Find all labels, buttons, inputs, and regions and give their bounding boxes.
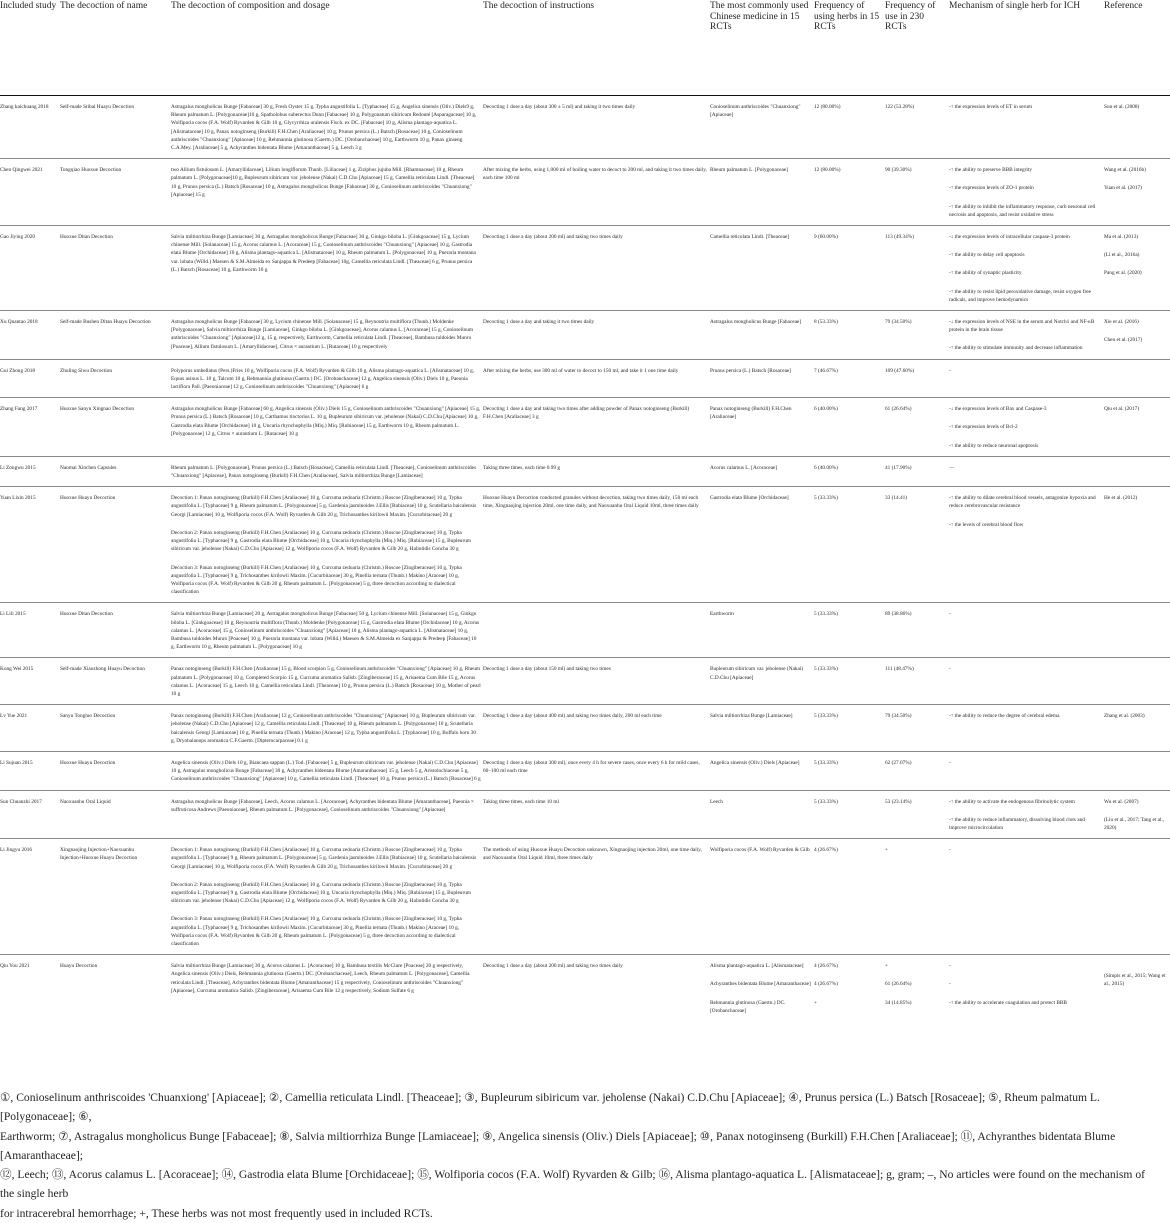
cell-entry: + [814, 999, 817, 1006]
cell-entry: Zhang et al. (2003) [1104, 713, 1145, 720]
reference-cell [1104, 96, 1170, 159]
frequency-230-cell: 79 (34.50%) [885, 311, 949, 360]
table-row [0, 705, 1170, 752]
cell-entry: -↑ the ability to reduce the degree of cerebral edema [949, 713, 1060, 720]
frequency-230-cell: 33 (14.41) [885, 487, 949, 603]
table-row [0, 751, 1170, 790]
instructions-cell: Decocting 1 dose a day (about 400 ml) and taking two times daily, 200 ml each time [483, 705, 710, 752]
cell-entry: Decoction 2: Panax notoginseng (Burkill) F.H.Chen [Araliaceae] 10 g, Curcuma zedoaria (Christm.) Roscoe [Zingiberaceae] 10 g, Typha angustifolia L. [Typhaceae] 9 g, Gastrodia elata Blume [Orchidaceae] 10 g, Uncaria rhynchophylla (Miq.) Miq. [Rubiaceae] 15 g, Bupleurum sibiricum var. jeholense (Nakai) C.D.Chu [Apiaceae] 12 g, Wolfiporia cocos (F.A. Wolf) Ryvarden & Gilb 20 g, Haliotidis Concha 30 g [171, 881, 471, 905]
mechanism-cell [949, 658, 1104, 705]
instructions-cell: After mixing the herbs, using 1,000 ml of boiling water to decoct to 200 ml, and taking it two times daily, each time 100 ml [483, 159, 710, 226]
composition-cell [171, 359, 483, 398]
instructions-cell: The methods of using Huoxue Huayu Decoction unknown, Xingnaojing injection 20ml, one time daily, and Naoxuanhu Oral Liquid 10ml, three times daily [483, 839, 710, 955]
reference-cell [1104, 705, 1170, 752]
frequency-15-cell: 5 (33.33%) [814, 790, 885, 839]
cell-entry: Chen et al. (2017) [1104, 337, 1143, 344]
study-cell: Kong Wei 2015 [0, 658, 60, 705]
cell-entry: Salvia miltiorrhiza Bunge [Lamiaceae] 30 g, Astragalus mongholicus Bunge [Fabaceae] 30 g, Ginkgo biloba L. [Ginkgoaceae] 15 g, Lycium chinense Mill. [Solanaceae] 15 g, Acorus calamus L. [Acoraceae] 15 g, Conioselinum anthriscoides "Chuanxiong" [Apiaceae] 10 g, Gastrodia elata Blume [Orchidaceae] 10 g, Alisma plantago-aquatica L. [Alismataceae] 10 g, Rheum palmatum L. [Polygonaceae] 10 g, Pueraria montana var. lobata (Willd.) Maesen & S.M.Almeida ex Sanjappa & Predeep [Fabaceae] 10g, Camellia reticulata Lindl. [Theaceae] 6 g, Prunus persica (L.) Batsch [Rosaceae] 10 g, Earthworm 10 g [171, 234, 476, 273]
cell-entry: Wu et al. (2007) [1104, 798, 1139, 805]
header-cell: Frequency of use in 230 RCTs [885, 0, 949, 96]
mechanism-cell [949, 96, 1104, 159]
herb-cell: Gastrodia elata Blume [Orchidaceae] [710, 487, 814, 603]
cell-entry: - [949, 666, 951, 673]
header-cell: Mechanism of single herb for ICH [949, 0, 1104, 96]
cell-entry: -↑ the ability to inhibit the inflammatory response, curb neuronal cell necrosis and apoptosis, and resist oxidative stress [949, 203, 1096, 218]
decoction-name-cell: Huoxue Huayu Decoction [60, 487, 171, 603]
cell-entry: -↑ the ability to resist lipid peroxidative damage, resist oxygen free radicals, and improve hemodynamics [949, 288, 1091, 303]
study-cell: Xu Quantao 2018 [0, 311, 60, 360]
cell-entry: -↑ the ability to stimulate immunity and decrease inflammation [949, 345, 1083, 352]
reference-cell [1104, 398, 1170, 457]
mechanism-cell [949, 159, 1104, 226]
cell-entry: Panax notoginseng (Burkill) F.H.Chen [Araliaceae] 15 g, Blood scorpion 5 g, Conioselinum anthriscoides "Chuanxiong" [Apiaceae] 10 g, Rheum palmatum L. [Polygonaceae] 10 g, Completed Scorpio 15 g, Curcuma aromatica Salisb. [Zingiberaceae] 15 g, Arisaema Cum Bile 15 g, Acorus calamus L. [Acoraceae] 15 g, Leech 10 g, Camellia reticulata Lindl. [Theaceae] 10 g, Prunus persica (L.) Batsch [Rosaceae] 10 g, Mother of pearl 10 g [171, 666, 481, 697]
frequency-230-cell: 90 (39.30%) [885, 159, 949, 226]
composition-cell [171, 487, 483, 603]
table-row [0, 603, 1170, 658]
decoction-name-cell: Huoxue Ditan Decoction [60, 603, 171, 658]
decoction-name-cell: Xingnaojing Injection+Naoxuanhu Injection+Huoxue Huayu Decoction [60, 839, 171, 955]
frequency-15-cell: 5 (33.33%) [814, 487, 885, 603]
composition-cell [171, 790, 483, 839]
header-cell: The decoction of name [60, 0, 171, 96]
cell-entry: - [949, 367, 951, 374]
cell-entry: Decoction 1: Panax notoginseng (Burkill) F.H.Chen [Araliaceae] 10 g, Curcuma zedoaria (Christm.) Roscoe [Zingiberaceae] 10 g, Typha angustifolia L. [Typhaceae] 9 g, Rheum palmatum L. [Polygonaceae] 5 g, Gardenia jasminoides J.Ellis [Rubiaceae] 10 g, Scutellaria baicalensis Georgi [Lamiaceae] 10 g, Wolfiporia cocos (F.A. Wolf) Ryvarden & Gilb 20 g, Trichosanthes kirilowii Maxim. [Cucurbitaceae] 20 g [171, 847, 477, 870]
mechanism-cell [949, 359, 1104, 398]
study-cell: Li Sujuan 2015 [0, 751, 60, 790]
frequency-15-cell: 5 (33.33%) [814, 603, 885, 658]
frequency-230-cell: 111 (48.47%) [885, 658, 949, 705]
frequency-15-cell: 6 (40.00%) [814, 398, 885, 457]
reference-cell [1104, 159, 1170, 226]
reference-cell [1104, 311, 1170, 360]
cell-entry: Decoction 3: Panax notoginseng (Burkill) F.H.Chen [Araliaceae] 10 g, Curcuma zedoaria (Christm.) Roscoe [Zingiberaceae] 10 g, Typha angustifolia L. [Typhaceae] 9 g, Trichosanthes kirilowii Maxim. [Cucurbitaceae] 30 g, Pinellia ternata (Thunb.) Makino [Araceae] 10 g, Wolfiporia cocos (F.A. Wolf) Ryvarden & Gilb 20 g, Rheum palmatum L. [Polygonaceae] 5 g, three decoction according to dialectical classification [171, 916, 462, 947]
cell-entry: -↑ the ability to reduce neuronal apoptosis [949, 442, 1039, 449]
instructions-cell: Decocting 1 dose a day and taking it two times daily [483, 311, 710, 360]
cell-entry: Xie et al. (2016) [1104, 319, 1139, 326]
study-cell: Li Zongwu 2015 [0, 456, 60, 486]
study-cell: Chen Qingwei 2021 [0, 159, 60, 226]
header-cell: The most commonly used Chinese medicine in 15 RCTs [710, 0, 814, 96]
cell-entry: -↑ the ability to preserve BBB integrity [949, 167, 1032, 174]
footnote-line: Earthworm; ⑦, Astragalus mongholicus Bunge [Fabaceae]; ⑧, Salvia miltiorrhiza Bunge [Lamiaceae]; ⑨, Angelica sinensis (Oliv.) Diels [Apiaceae]; ⑩, Panax notoginseng (Burkill) F.H.Chen [Araliaceae]; ⑪, Achyranthes bidentata Blume [Amaranthaceae]; [0, 1129, 1116, 1162]
decoction-name-cell: Huoxue Ditan Decoction [60, 226, 171, 311]
study-cell: Zhang Fang 2017 [0, 398, 60, 457]
cell-entry: Rehmannia glutinosa (Gaertn.) DC. [Orobanchaceae] [710, 999, 786, 1014]
table-row [0, 487, 1170, 603]
cell-entry: -↑ the ability of synaptic plasticity [949, 270, 1022, 277]
study-cell: Li Lili 2015 [0, 603, 60, 658]
reference-cell [1104, 790, 1170, 839]
composition-cell [171, 159, 483, 226]
cell-entry: Salvia miltiorrhiza Bunge [Lamiaceae] 20 g, Astragalus mongholicus Bunge [Fabaceae] 50 g, Lycium chinense Mill. [Solanaceae] 15 g, Ginkgo biloba L. [Ginkgoaceae] 10 g, Reynoutria multiflora (Thunb.) Moldenke [Polygonaceae] 15 g, Gastrodia elata Blume [Orchidaceae] 10 g, Acorus calamus L. [Acoraceae] 15 g, Conioselinum anthriscoides "Chuanxiong" [Apiaceae] 10 g, Alisma plantago-aquatica L. [Alismataceae] 10 g, Bambusa tuldoides Munro [Poaceae] 10 g, Pueraria montana var. lobata (Willd.) Maesen & S.M.Almeida ex Sanjappa & Predeep [Fabaceae] 10 g, Earthworm 10 g, Rheum palmatum L. [Polygonaceae] 10 g [171, 611, 480, 651]
cell-entry: -↓ the expression levels of Bax and Caspase-3 [949, 406, 1047, 413]
composition-cell [171, 398, 483, 457]
frequency-230-cell: 109 (47.60%) [885, 359, 949, 398]
decoction-name-cell: Self-made Stibai Huayu Decoction [60, 104, 134, 110]
table-footnote [0, 1088, 1160, 1223]
footnote-line: ⑫, Leech; ⑬, Acorus calamus L. [Acoraceae]; ⑭, Gastrodia elata Blume [Orchidaceae]; ⑮, Wolfiporia cocos (F.A. Wolf) Ryvarden & Gilb; ⑯, Alisma plantago-aquatica L. [Alismataceae]; g, gram; –, No articles were found on the mechanism of the single herb [0, 1168, 1145, 1201]
composition-cell [171, 839, 483, 955]
frequency-15-cell: 12 (80.00%) [814, 159, 885, 226]
cell-entry: Alisma plantago-aquatica L. [Alismataceae] [710, 963, 804, 970]
cell-entry: - [949, 611, 951, 618]
header-cell: The decoction of composition and dosage [171, 0, 483, 96]
table-row [0, 658, 1170, 705]
decoction-name-cell: Huoxue Huayu Decoction [60, 751, 171, 790]
mechanism-cell [949, 398, 1104, 457]
table-header-row [0, 0, 1170, 96]
herb-cell: Leech [710, 790, 814, 839]
cell-entry: Sun et al. (2008) [1104, 104, 1140, 110]
cell-entry: -↑ the ability to dilate cerebral blood vessels, antagonize hypoxia and reduce cerebrovascular resistance [949, 495, 1096, 510]
frequency-230-cell: 61 (26.64%) [885, 398, 949, 457]
header-cell: Frequency of using herbs in 15 RCTs [814, 0, 885, 96]
composition-cell [171, 955, 483, 1021]
frequency-230-cell: 122 (53.28%) [885, 104, 915, 110]
table-row [0, 311, 1170, 360]
cell-entry: Decoction 1: Panax notoginseng (Burkill) F.H.Chen [Araliaceae] 10 g, Curcuma zedoaria (Christm.) Roscoe [Zingiberaceae] 10 g, Typha angustifolia L. [Typhaceae] 9 g, Rheum palmatum L. [Polygonaceae] 5 g, Gardenia jasminoides J.Ellis [Rubiaceae] 10 g, Scutellaria baicalensis Georgi [Lamiaceae] 10 g, Wolfiporia cocos (F.A. Wolf) Ryvarden & Gilb 20 g, Trichosanthes kirilowii Maxim. [Cucurbitaceae] 20 g [171, 495, 477, 518]
study-cell: Zhang kaichuang 2018 [0, 104, 49, 110]
cell-entry: 34 (14.85%) [885, 999, 912, 1006]
study-cell: Gui Zhong 2018 [0, 359, 60, 398]
cell-entry: -↑ the ability to accelerate coagulation and protect BBB [949, 999, 1067, 1006]
instructions-cell: Decocting 1 dose a day (about 200 ml) and taking two times daily [483, 226, 710, 311]
cell-entry: -↓ the expression levels of NSE in the serum and Notch1 and NF-κB protein in the brain tissue [949, 319, 1095, 334]
cell-entry: 61 (26.64%) [885, 981, 912, 988]
reference-cell [1104, 603, 1170, 658]
herb-cell: Wolfiporia cocos (F.A. Wolf) Ryvarden & Gilb [710, 839, 814, 955]
cell-entry: 4 (26.67%) [814, 981, 838, 988]
cell-entry: Rheum palmatum L. [Polygonaceae], Prunus persica (L.) Batsch [Rosaceae], Camellia reticulata Lindl. [Theaceae], Conioselinum anthriscoides "Chuanxiong" [Apiaceae], Panax notoginseng (Burkill) F.H.Chen [Araliaceae], Salvia miltiorrhiza Bunge [Lamiaceae] [171, 464, 477, 480]
cell-entry: Pang et al. (2020) [1104, 270, 1142, 277]
cell-entry: Ma et al. (2013) [1104, 234, 1139, 241]
frequency-230-cell: 41 (17.90%) [885, 456, 949, 486]
cell-entry: Achyranthes bidentata Blume [Amaranthaceae] [710, 981, 811, 988]
study-cell: Qiu You 2021 [0, 955, 60, 1021]
cell-entry: Decoction 3: Panax notoginseng (Burkill) F.H.Chen [Araliaceae] 10 g, Curcuma zedoaria (Christm.) Roscoe [Zingiberaceae] 10 g, Typha angustifolia L. [Typhaceae] 9 g, Trichosanthes kirilowii Maxim. [Cucurbitaceae] 30 g, Pinellia ternata (Thunb.) Makino [Araceae] 10 g, Wolfiporia cocos (F.A. Wolf) Ryvarden & Gilb 20 g, Rheum palmatum L. [Polygonaceae] 5 g, three decoction according to dialectical classification [171, 564, 462, 596]
cell-entry: Astragalus mongholicus Bunge [Fabaceae] 60 g, Angelica sinensis (Oliv.) Diels 15 g, Conioselinum anthriscoides "Chuanxiong" [Apiaceae] 15 g, Prunus persica (L.) Batsch [Rosaceae] 10 g, Carthamus tinctorius L. 10 g, Bupleurum sibiricum var. jeholense (Nakai) C.D.Chu [Apiaceae] 10 g, Gastrodia elata Blume [Orchidaceae] 10 g, Uncaria rhynchophylla (Miq.) Miq. [Rubiaceae] 15 g, Earthworm 10 g, Rheum palmatum L. [Polygonaceae] 12 g, Citrus × aurantium L. [Rutaceae] 10 g [171, 406, 481, 437]
study-cell: Sun Chuanzhi 2017 [0, 790, 60, 839]
instructions-cell: Decocting 1 dose a day (about 300 ml), once every 4 h for severe cases, once every 6 h for mild cases, 60–100 ml each time [483, 751, 710, 790]
mechanism-cell [949, 955, 1104, 1021]
instructions-cell: Decocting 1 dose a day (about 300 ± 5 ml) and taking it two times daily [483, 104, 636, 110]
study-cell: Gao Jiying 2020 [0, 226, 60, 311]
herb-cell [710, 955, 814, 1021]
instructions-cell: Huoxue Huayu Decoction conducted granules without decoction, taking two times daily, 150 ml each time, Xingnaojing injection 20ml, one time daily, and Naoxuanhu Oral Liquid 10ml, three times daily [483, 487, 710, 603]
herb-cell: Astragalus mongholicus Bunge [Fabaceae] [710, 311, 814, 360]
instructions-cell: Taking three times, each time 10 ml [483, 790, 710, 839]
table-row [0, 456, 1170, 486]
reference-cell [1104, 751, 1170, 790]
herb-cell: Conioselinum anthriscoides "Chuanxiong" [Apiaceae] [710, 104, 801, 119]
frequency-230-cell: + [885, 839, 949, 955]
frequency-15-cell: 7 (46.67%) [814, 359, 885, 398]
decoction-name-cell: Self-made Xiaozhong Huayu Decoction [60, 658, 171, 705]
herb-cell: Bupleurum sibiricum var. jeholense (Nakai) C.D.Chu [Apiaceae] [710, 658, 814, 705]
cell-entry: - [949, 963, 951, 970]
frequency-230-cell: 62 (27.07%) [885, 751, 949, 790]
table-row [0, 398, 1170, 457]
frequency-15-cell: 4 (26.67%) [814, 839, 885, 955]
composition-cell [171, 705, 483, 752]
reference-cell [1104, 839, 1170, 955]
mechanism-cell [949, 603, 1104, 658]
frequency-230-cell: 89 (38.86%) [885, 603, 949, 658]
table-row [0, 359, 1170, 398]
cell-entry: Yuan et al. (2017) [1104, 185, 1142, 192]
table-row [0, 955, 1170, 1021]
herb-cell: Angelica sinensis (Oliv.) Diels [Apiaceae] [710, 751, 814, 790]
table-row [0, 226, 1170, 311]
mechanism-cell [949, 839, 1104, 955]
table-row [0, 790, 1170, 839]
reference-cell [1104, 955, 1170, 1021]
cell-entry: Astragalus mongholicus Bunge [Fabaceae], Leech, Acorus calamus L. [Acoraceae], Achyranthes bidentata Blume [Amaranthaceae], Paeonia × suffruticosa Andrews [Paeoniaceae], Rheum palmatum L. [Polygonaceae], Conioselinum anthriscoides "Chuanxiong" [Apiaceae] [171, 798, 474, 813]
cell-entry: - [949, 981, 951, 988]
header-cell: Included study [0, 0, 60, 96]
decoction-name-cell: Naoxuanhu Oral Liquid [60, 790, 171, 839]
frequency-15-cell: 6 (40.00%) [814, 456, 885, 486]
decoction-name-cell: Naomai Xinchen Capsules [60, 456, 171, 486]
reference-cell [1104, 359, 1170, 398]
footnote-line: ①, Conioselinum anthriscoides 'Chuanxiong' [Apiaceae]; ②, Camellia reticulata Lindl. [Theaceae]; ③, Bupleurum sibiricum var. jeholense (Nakai) C.D.Chu [Apiaceae]; ④, Prunus persica (L.) Batsch [Rosaceae]; ⑤, Rheum palmatum L. [Polygonaceae]; ⑥, [0, 1091, 1100, 1124]
study-cell: Yuan Lixin 2015 [0, 487, 60, 603]
reference-cell [1104, 487, 1170, 603]
cell-entry: Decoction 2: Panax notoginseng (Burkill) F.H.Chen [Araliaceae] 10 g, Curcuma zedoaria (Christm.) Roscoe [Zingiberaceae] 10 g, Typha angustifolia L. [Typhaceae] 9 g, Gastrodia elata Blume [Orchidaceae] 10 g, Uncaria rhynchophylla (Miq.) Miq. [Rubiaceae] 15 g, Bupleurum sibiricum var. jeholense (Nakai) C.D.Chu [Apiaceae] 12 g, Wolfiporia cocos (F.A. Wolf) Ryvarden & Gilb 20 g, Haliotidis Concha 30 g [171, 529, 471, 553]
decoction-name-cell: Zhuling Siwu Decoction [60, 359, 171, 398]
cell-entry: Panax notoginseng (Burkill) F.H.Chen [Araliaceae] 12 g, Conioselinum anthriscoides "Chuanxiong" [Apiaceae] 10 g, Bupleurum sibiricum var. jeholense (Nakai) C.D.Chu [Apiaceae] 12 g, Camellia reticulata Lindl. [Theaceae] 10 g, Rheum palmatum L. [Polygonaceae] 10 g, Scutellaria baicalensis Georgi [Lamiaceae] 10 g, Pinellia ternata (Thunb.) Makino [Araceae] 12 g, Typha angustifolia L. [Typhaceae] 10 g, Buffalo horn 30 g, Dryobalanops aromatica C.F.Gaertn. [Dipterocarpaceae] 0.1 g [171, 713, 477, 744]
frequency-15-cell: 8 (53.33%) [814, 311, 885, 360]
cell-entry: Astragalus mongholicus Bunge [Fabaceae] 30 g, Lycium chinense Mill. [Solanaceae] 15 g, Reynoutria multiflora (Thunb.) Moldenke [Polygonaceae], Salvia miltiorrhiza Bunge [Lamiaceae], Ginkgo biloba L. [Ginkgoaceae], Acorus calamus L. [Acoraceae] 15 g, Conioselinum anthriscoides "Chuanxiong" [Apiaceae]12 g, 15 g, respectively, Earthworm, Camellia reticulata Lindl. [Theaceae], Bambusa tuldoides Munro [Poaceae], Allium fistulosum L. [Amaryllidaceae], Citrus × aurantium L. [Rutaceae] 10 g respectively [171, 319, 473, 350]
composition-cell [171, 311, 483, 360]
cell-entry: Angelica sinensis (Oliv.) Diels 10 g, Biancaea sappan (L.) Tod. [Fabaceae] 5 g, Bupleurum sibiricum var. jeholense (Nakai) C.D.Chu [Apiaceae] 10 g, Astragalus mongholicus Bunge [Fabaceae] 30 g, Achyranthes bidentata Blume [Amaranthaceae] 15 g, Leech 5 g, Aristolochiaceae 5 g, Conioselinum anthriscoides "Chuanxiong" [Apiaceae] 10 g, Camellia reticulata Lindl. [Theaceae] 10 g, Prunus persica (L.) Batsch [Rosaceae] 6 g [171, 759, 481, 783]
cell-entry: (Li et al., 2016a) [1104, 252, 1140, 259]
cell-entry: -↑ the ability to reduce inflammatory, dissolving blood clots and improve microcirculation [949, 816, 1085, 831]
cell-entry: -↑ the levels of cerebral blood flow [949, 521, 1024, 528]
mechanism-cell [949, 790, 1104, 839]
frequency-15-cell: 5 (33.33%) [814, 751, 885, 790]
frequency-15-cell [814, 955, 885, 1021]
herb-cell: Acorus calamus L. [Acoraceae] [710, 456, 814, 486]
study-cell: Lv Yue 2021 [0, 705, 60, 752]
reference-cell [1104, 456, 1170, 486]
cell-entry: Salvia miltiorrhiza Bunge [Lamiaceae] 30 g, Acorus calamus L. [Acoraceae] 10 g, Bambusa textilis McClure [Poaceae] 20 g respectively, Angelica sinensis (Oliv.) Diels, Rehmannia glutinosa (Gaertn.) DC. [Orobanchaceae], Leech, Rheum palmatum L. [Polygonaceae], Camellia reticulata Lindl. [Theaceae], Achyranthes bidentata Blume [Amaranthaceae] 15 g respectively, Conioselinum anthriscoides "Chuanxiong" [Apiaceae], Curcuma aromatica Salisb. [Zingiberaceae], Arisaema Cum Bile 12 g respectively, Sodium Sulfate 6 g [171, 963, 470, 994]
mechanism-cell [949, 705, 1104, 752]
cell-entry: -↑ the expression levels of ZO-1 protein [949, 185, 1034, 192]
cell-entry: 4 (26.67%) [814, 963, 838, 970]
frequency-230-cell: 113 (49.34%) [885, 226, 949, 311]
cell-entry: Wang et al. (2016b) [1104, 167, 1146, 174]
cell-entry: -↑ the ability to activate the endogenous fibrinolytic system [949, 798, 1075, 805]
instructions-cell: Decocting 1 dose a day (about 200 ml) and taking two times daily [483, 955, 710, 1021]
table-body [0, 96, 1170, 1022]
mechanism-cell [949, 311, 1104, 360]
cell-entry: (Simpis et al., 2015; Wang et al., 2015) [1104, 973, 1166, 988]
mechanism-cell [949, 487, 1104, 603]
composition-cell [171, 456, 483, 486]
mechanism-cell [949, 456, 1104, 486]
instructions-cell: After mixing the herbs, use 300 ml of water to decoct to 150 ml, and take it 1 one time daily [483, 359, 710, 398]
decoction-name-cell: Sanyu Tongluo Decoction [60, 705, 171, 752]
herb-cell: Earthworm [710, 603, 814, 658]
composition-cell [171, 226, 483, 311]
decoction-name-cell: Huoxue Sanyu Xingnao Decoction [60, 398, 171, 457]
mechanism-cell [949, 751, 1104, 790]
header-cell: The decoction of instructions [483, 0, 710, 96]
study-cell: Li Jingyu 2016 [0, 839, 60, 955]
composition-cell [171, 658, 483, 705]
cell-entry: (Liu et al., 2017; Tang et al., 2020) [1104, 816, 1165, 831]
cell-entry: -↑ the expression levels of Bcl-2 [949, 424, 1018, 431]
cell-entry: -↑ the ability to delay cell apoptosis [949, 252, 1025, 259]
table-row [0, 159, 1170, 226]
frequency-230-cell: 53 (23.14%) [885, 790, 949, 839]
cell-entry: -↓ the expression levels of intracellular caspase-3 protein [949, 234, 1070, 241]
cell-entry: + [885, 963, 888, 970]
cell-entry: two Allium fistulosum L. [Amaryllidaceae], Lilium longiflorum Thunb. [Liliaceae] 1 g, Ziziphus jujuba Mill. [Rhamnaceae] 10 g, Rheum palmatum L. [Polygonaceae]10 g, Bupleurum sibiricum var. jeholense (Nakai) C.D.Chu [Apiaceae] 15 g, Camellia reticulata Lindl. [Theaceae] 10 g, Prunus persica (L.) Batsch [Rosaceae] 10 g, Astragalus mongholicus Bunge [Fabaceae] 30 g, Conioselinum anthriscoides "Chuanxiong" [Apiaceae] 15 g [171, 167, 475, 198]
decoction-name-cell: Tongqiao Huoxue Decoction [60, 159, 171, 226]
cell-entry: Astragalus mongholicus Bunge [Fabaceae] 30 g, Fresh Oyster 15 g, Typha angustifolia L. [Typhaceae] 15 g, Angelica sinensis (Oliv.) Diels9 g, Rheum palmatum L. [Polygonaceae]10 g, Spatholobus suberectus Dunn [Fabaceae] 10 g, Polygonatum sibiricum Redouté [Asparagaceae] 10 g, Wolfiporia cocos (F.A. Wolf) Ryvarden & Gilb 10 g, Glycyrrhiza uralensis Fisch. ex DC. [Fabaceae] 10 g, Alisma plantago-aquatica L. [Alismataceae] 10 g, Panax notoginseng (Burkill) F.H.Chen [Araliaceae] 10 g, Prunus persica (L.) Batsch [Rosaceae] 10 g, Conioselinum anthriscoides "Chuanxiong" [Apiaceae] 10 g, Rehmannia glutinosa (Gaertn.) DC. [Orobanchaceae] 10 g, Earthworm 10 g, Panax ginseng C.A.Mey. [Araliaceae] 5 g, Achyranthes bidentata Blume [Amaranthaceae] 5 g, Leech 3 g [171, 104, 477, 152]
instructions-cell [483, 603, 710, 658]
decoction-name-cell: Self-made Bushen Ditan Huayu Decoction [60, 311, 171, 360]
footnote-line: for intracerebral hemorrhage; +, These herbs was not most frequently used in included RCTs. [0, 1206, 433, 1220]
frequency-15-cell: 12 (80.00%) [814, 104, 841, 110]
composition-cell [171, 96, 483, 159]
header-cell: Reference [1104, 0, 1170, 96]
cell-entry: — [949, 464, 955, 471]
frequency-15-cell: 9 (60.00%) [814, 226, 885, 311]
herb-cell: Prunus persica (L.) Batsch [Rosaceae] [710, 359, 814, 398]
instructions-cell: Decocting 1 dose a day and taking two times after adding powder of Panax notoginseng (Burkill) F.H.Chen [Araliaceae] 3 g [483, 398, 710, 457]
table-row [0, 839, 1170, 955]
cell-entry: - [949, 759, 951, 766]
frequency-15-cell: 5 (33.33%) [814, 658, 885, 705]
herb-cell: Panax notoginseng (Burkill) F.H.Chen [Araliaceae] [710, 398, 814, 457]
instructions-cell: Decocting 1 dose a day (about 150 ml) and taking two times [483, 658, 710, 705]
cell-entry: - [949, 847, 951, 854]
instructions-cell: Taking three times, each time 0.99 g [483, 456, 710, 486]
herb-cell: Salvia miltiorrhiza Bunge [Lamiaceae] [710, 705, 814, 752]
herb-cell: Camellia reticulata Lindl. [Theaceae] [710, 226, 814, 311]
cell-entry: Qiu et al. (2017) [1104, 406, 1140, 413]
frequency-230-cell [885, 955, 949, 1021]
frequency-230-cell: 79 (34.50%) [885, 705, 949, 752]
cell-entry: He et al. (2012) [1104, 495, 1138, 502]
reference-cell [1104, 226, 1170, 311]
frequency-15-cell: 5 (33.33%) [814, 705, 885, 752]
herb-cell: Rheum palmatum L. [Polygonaceae] [710, 159, 814, 226]
cell-entry: -↑ the expression levels of ET in serum [949, 104, 1033, 110]
table-row [0, 96, 1170, 159]
mechanism-cell [949, 226, 1104, 311]
composition-cell [171, 603, 483, 658]
decoction-name-cell: Huayu Decoction [60, 955, 171, 1021]
reference-cell [1104, 658, 1170, 705]
composition-cell [171, 751, 483, 790]
cell-entry: Polyporus umbellatus (Pers.)Fries 10 g, Wolfiporia cocos (F.A. Wolf) Ryvarden & Gilb 10 g, Alisma plantago-aquatica L. [Alismataceae] 10 g, Equus asinus L. 10 g, Talcum 10 g, Rehmannia glutinosa (Gaertn.) DC. [Orobanchaceae] 12 g, Angelica sinensis (Oliv.) Diels 10 g, Paeonia lactiflora Pall. [Paeoniaceae] 12 g, Conioselinum anthriscoides "Chuanxiong" [Apiaceae] 6 g [171, 367, 475, 391]
